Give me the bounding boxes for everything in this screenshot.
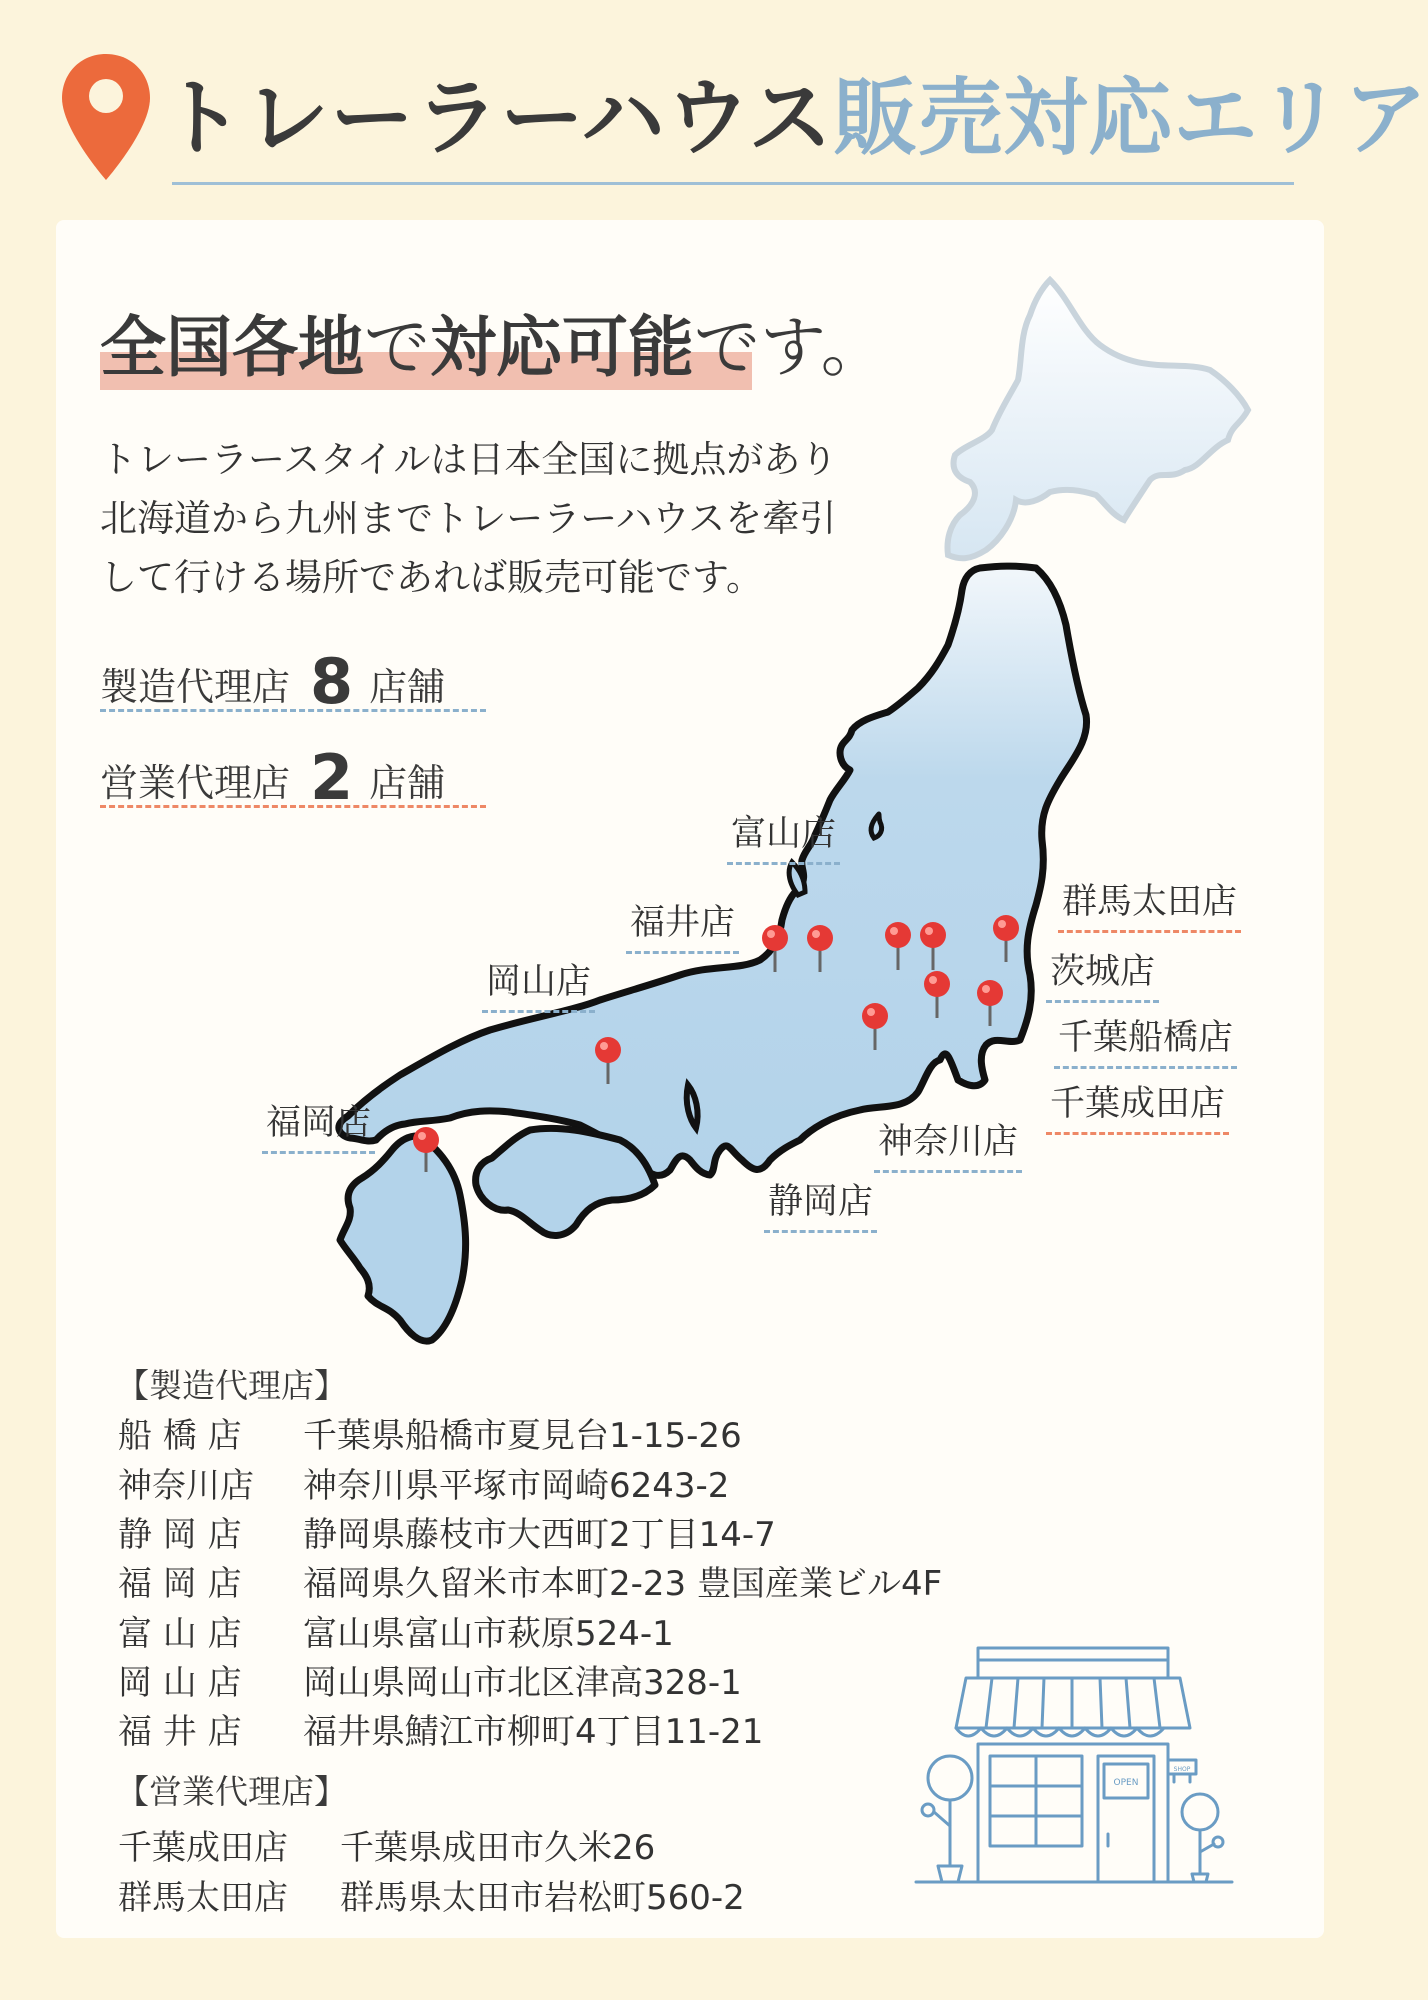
label-toyama: 富山店 <box>727 806 840 865</box>
manufacturing-count <box>100 642 486 718</box>
description <box>100 430 940 607</box>
shikoku <box>476 1128 655 1235</box>
description-line: して行ける場所であれば販売可能です。 <box>100 556 764 599</box>
description-line: 北海道から九州までトレーラーハウスを牽引 <box>100 497 837 540</box>
store-name: 福 岡 店 <box>118 1564 242 1604</box>
label-fukuoka: 福岡店 <box>262 1095 375 1154</box>
count-value: 8 <box>310 645 354 718</box>
label-shizuoka: 静岡店 <box>764 1174 877 1233</box>
label-ibaraki: 茨城店 <box>1046 944 1159 1003</box>
store-name: 群馬太田店 <box>118 1878 288 1918</box>
label-narita: 千葉成田店 <box>1046 1076 1229 1135</box>
hokkaido <box>948 280 1249 558</box>
label-okayama: 岡山店 <box>482 954 595 1013</box>
store-name: 船 橋 店 <box>118 1416 242 1456</box>
store-address: 岡山県岡山市北区津高328-1 <box>303 1663 742 1703</box>
store-address: 群馬県太田市岩松町560-2 <box>340 1878 745 1918</box>
store-address: 福井県鯖江市柳町4丁目11-21 <box>303 1712 764 1752</box>
store-address: 静岡県藤枝市大西町2丁目14-7 <box>303 1515 776 1555</box>
label-funabashi: 千葉船橋店 <box>1054 1010 1237 1069</box>
store-name: 神奈川店 <box>118 1466 254 1506</box>
lead-bold-2: 対応可能 <box>430 309 694 386</box>
store-name: 岡 山 店 <box>118 1663 242 1703</box>
count-label: 製造代理店 <box>100 665 291 709</box>
shop-illustration <box>916 1640 1232 1890</box>
count-unit: 店舗 <box>369 665 446 709</box>
manufacturing-heading: 【製造代理店】 <box>116 1366 347 1405</box>
lead-light-1: で <box>364 309 430 386</box>
store-name: 富 山 店 <box>118 1614 242 1654</box>
count-value: 2 <box>310 741 354 814</box>
title-part-1: トレーラーハウス <box>160 69 834 167</box>
store-address: 富山県富山市萩原524-1 <box>303 1614 674 1654</box>
sales-heading: 【営業代理店】 <box>116 1772 347 1811</box>
sales-count <box>100 738 486 814</box>
store-address: 神奈川県平塚市岡崎6243-2 <box>303 1466 730 1506</box>
shop-door-sign: OPEN <box>1113 1778 1139 1788</box>
store-name: 福 井 店 <box>118 1712 242 1752</box>
count-unit: 店舗 <box>369 761 446 805</box>
title-part-2: 販売対応エリア <box>833 69 1428 167</box>
label-gunma: 群馬太田店 <box>1058 874 1241 933</box>
store-name: 静 岡 店 <box>118 1515 242 1555</box>
store-address: 福岡県久留米市本町2-23 豊国産業ビル4F <box>303 1564 943 1604</box>
store-address: 千葉県成田市久米26 <box>340 1828 656 1868</box>
store-address: 千葉県船橋市夏見台1-15-26 <box>303 1416 742 1456</box>
lead-bold-1: 全国各地 <box>100 309 364 386</box>
kyushu <box>340 1136 466 1341</box>
count-label: 営業代理店 <box>100 761 291 805</box>
lead-heading <box>100 294 887 389</box>
label-kanagawa: 神奈川店 <box>874 1114 1022 1173</box>
description-line: トレーラースタイルは日本全国に拠点があり <box>100 438 838 481</box>
label-fukui: 福井店 <box>626 895 739 954</box>
store-name: 千葉成田店 <box>118 1828 288 1868</box>
shop-sign: SHOP <box>1173 1766 1191 1773</box>
lead-light-2: です。 <box>694 309 887 386</box>
